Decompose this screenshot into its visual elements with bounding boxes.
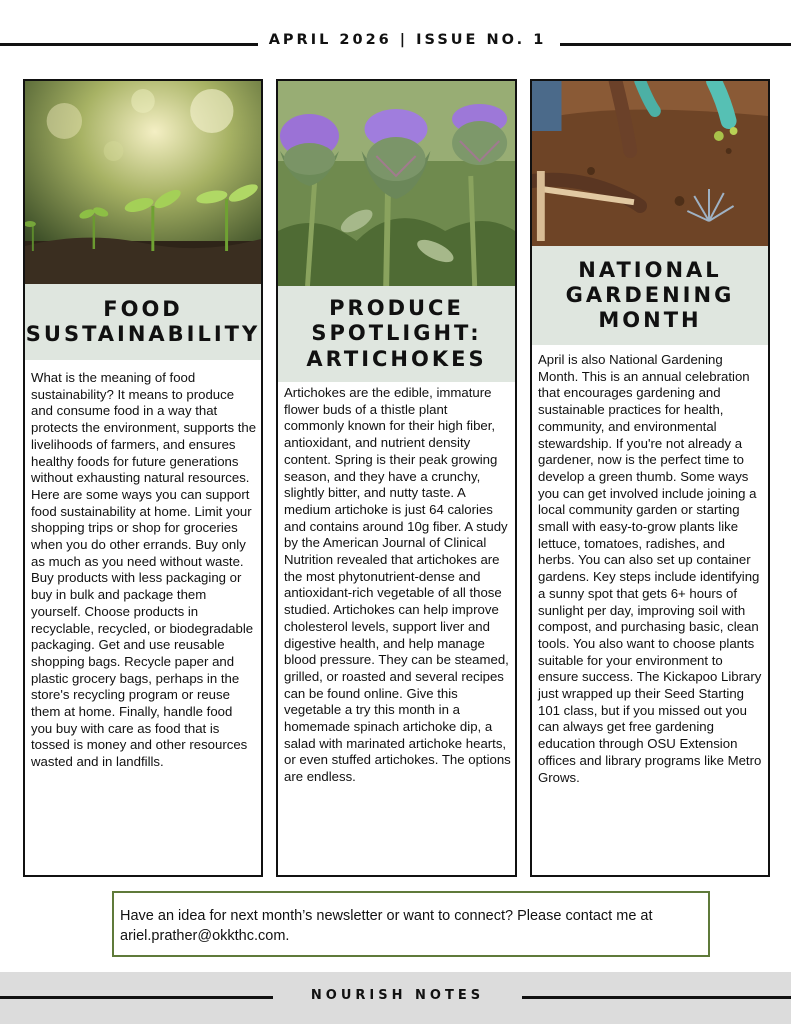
title-line: PRODUCE — [329, 296, 464, 321]
footer-label: NOURISH NOTES — [310, 988, 485, 1003]
column-produce-spotlight — [276, 79, 517, 877]
title-line: NATIONAL — [578, 257, 722, 282]
title-line: GARDENING — [565, 282, 735, 307]
title-line: SPOTLIGHT: — [311, 321, 482, 346]
column-title — [532, 246, 768, 345]
issue-line: APRIL 2026 | ISSUE NO. 1 — [268, 32, 547, 48]
title-line: SUSTAINABILITY — [25, 322, 261, 346]
title-line: FOOD — [103, 296, 183, 321]
column-body: April is also National Gardening Month. This is an annual celebration that encourages gardening and sustainable practices for health, community, and environmental stewardship. If you're not already a gardener, now is the perfect time to develop a green thumb. Some ways you can get involved include joining a local community garden or starting small with easy-to-grow plants like lettuce, tomatoes, radishes, and herbs. You can also set up container gardens. Key steps include identifying a sunny spot that gets 6+ hours of sunlight per day, improving soil with compost, and purchasing basic, clean tools. You also want to choose plants suitable for your environment to ensure success. The Kickapoo Library just wrapped up their Seed Starting 101 class, but if you missed out you can always get free gardening education through OSU Extension offices and library programs like Metro Grows. — [538, 352, 762, 785]
column-food-sustainability — [23, 79, 263, 877]
column-title — [278, 286, 515, 382]
column-body: Artichokes are the edible, immature flower buds of a thistle plant commonly known for their high fiber, antioxidant, and nutrient density content. Spring is their peak growing season, and they have a crunchy, slightly bitter, and nutty taste. A medium artichoke is just 64 calories and contains around 10g fiber. A study by the American Journal of Clinical Nutrition revealed that artichokes are the most phytonutrient-dense and antioxidant-rich vegetable of all those studied. Artichokes can help improve cholesterol levels, support liver and digestive health, and help manage blood pressure. They can be steamed, grilled, or roasted and several recipes can be found online. Give this vegetable a try this month in a homemade spinach artichoke dip, a salad with marinated artichoke hearts, or even stuffed artichokes. The options are endless. — [284, 385, 511, 785]
seedling-photo — [25, 81, 261, 284]
title-line: MONTH — [598, 308, 702, 333]
column-body: What is the meaning of food sustainability? It means to produce and consume food in a way that protects the environment, supports the livelihoods of farmers, and ensures healthy foods for future generations without exhausting natural resources. Here are some ways you can support food sustainability at home. Limit your shopping trips or shop for groceries when you do other errands. Buy only as much as you need without waste. Buy products with less packaging or buy in bulk and package them yourself. Choose products in recyclable, recycled, or biodegradable packaging. Get and use reusable shopping bags. Recycle paper and plastic grocery bags, perhaps in the store's recycling program or reuse them at home. Finally, handle food you buy with care as food that is tossed is money and other resources wasted and in landfills. — [31, 370, 257, 770]
contact-box — [112, 891, 710, 957]
header-rule-right — [560, 43, 791, 46]
gardening-hands-photo — [532, 81, 768, 246]
footer-rule-right — [522, 996, 791, 999]
column-title — [25, 284, 261, 360]
artichoke-photo — [278, 81, 515, 286]
footer-rule-left — [0, 996, 273, 999]
contact-text: Have an idea for next month’s newsletter or want to connect? Please contact me at ariel.prather@okkthc.com. — [120, 908, 653, 944]
header-rule-left — [0, 43, 258, 46]
column-national-gardening-month — [530, 79, 770, 877]
title-line: ARTICHOKES — [306, 346, 487, 371]
